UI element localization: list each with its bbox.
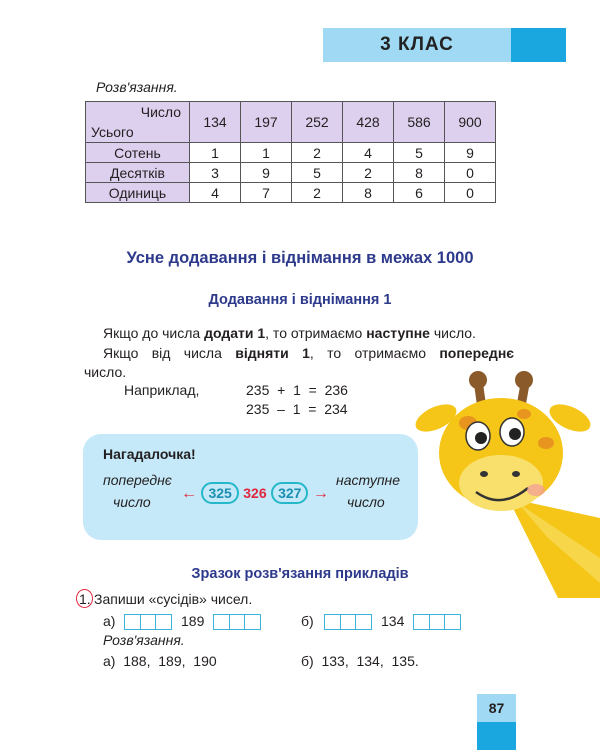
row-label: Одиниць xyxy=(86,183,190,203)
answer-boxes-b-right[interactable] xyxy=(413,614,461,630)
example-line-2: 235 – 1 = 234 xyxy=(246,401,348,417)
task-a-label: а) xyxy=(103,613,116,629)
answer-boxes-a-right[interactable] xyxy=(213,614,261,630)
table-cell: 4 xyxy=(343,143,394,163)
page-number-accent xyxy=(477,722,516,750)
table-header-cell: 900 xyxy=(445,102,496,143)
example-line-1: 235 + 1 = 236 xyxy=(246,382,348,398)
solution-label: Розв'язання. xyxy=(96,79,178,95)
table-header-cell: 197 xyxy=(241,102,292,143)
example-label: Наприклад, xyxy=(124,382,200,398)
current-number: 326 xyxy=(243,485,267,501)
table-cell: 2 xyxy=(292,183,343,203)
table-cell: 1 xyxy=(190,143,241,163)
table-row xyxy=(86,163,496,183)
table-cell: 8 xyxy=(394,163,445,183)
answer-boxes-a-left[interactable] xyxy=(124,614,172,630)
arrow-left-icon: ← xyxy=(181,485,197,502)
table-cell: 0 xyxy=(445,163,496,183)
rule-subtract: Якщо від числа відняти 1, то отримаємо попереднє xyxy=(103,345,515,361)
page-number: 87 xyxy=(488,700,505,716)
table-cell: 7 xyxy=(241,183,292,203)
table-row xyxy=(86,143,496,163)
table-cell: 9 xyxy=(241,163,292,183)
next-number: 327 xyxy=(271,482,308,504)
table-cell: 5 xyxy=(292,163,343,183)
giraffe-illustration xyxy=(398,368,600,598)
section-title: Усне додавання і віднімання в межах 1000 xyxy=(126,249,474,267)
corner-bottom: Усього xyxy=(91,124,134,140)
rule-subtract-end: число. xyxy=(84,364,127,380)
table-cell: 9 xyxy=(445,143,496,163)
next-label-2: число xyxy=(347,494,385,510)
task-b-answer: б) 133, 134, 135. xyxy=(301,653,419,669)
number-line xyxy=(181,482,329,504)
table-cell: 6 xyxy=(394,183,445,203)
task-number: 1. xyxy=(79,591,91,607)
task-b-number: 134 xyxy=(381,613,405,629)
corner-top: Число xyxy=(140,104,181,120)
table-row xyxy=(86,183,496,203)
row-label: Сотень xyxy=(86,143,190,163)
task-solution-label: Розв'язання. xyxy=(103,632,185,648)
table-cell: 5 xyxy=(394,143,445,163)
place-value-table xyxy=(85,101,496,203)
table-header-cell: 134 xyxy=(190,102,241,143)
next-label-1: наступне xyxy=(336,472,401,488)
prev-number: 325 xyxy=(201,482,238,504)
task-text: Запиши «сусідів» чисел. xyxy=(94,591,253,607)
table-cell: 0 xyxy=(445,183,496,203)
table-cell: 3 xyxy=(190,163,241,183)
rule-add: Якщо до числа додати 1, то отримаємо наступне число. xyxy=(103,325,476,341)
task-a-answer: а) 188, 189, 190 xyxy=(103,653,217,669)
row-label: Десятків xyxy=(86,163,190,183)
grade-title: 3 КЛАС xyxy=(380,34,454,55)
table-cell: 8 xyxy=(343,183,394,203)
answer-boxes-b-left[interactable] xyxy=(324,614,372,630)
subsection-title: Додавання і віднімання 1 xyxy=(208,292,392,308)
arrow-right-icon: → xyxy=(312,485,329,502)
header-accent xyxy=(511,28,566,62)
table-cell: 2 xyxy=(292,143,343,163)
table-cell: 1 xyxy=(241,143,292,163)
table-header-cell: 428 xyxy=(343,102,394,143)
prev-label-2: число xyxy=(113,494,151,510)
task-b-label: б) xyxy=(301,613,314,629)
task-a-number: 189 xyxy=(181,613,205,629)
table-cell: 4 xyxy=(190,183,241,203)
sample-title: Зразок розв'язання прикладів xyxy=(191,566,409,582)
table-cell: 2 xyxy=(343,163,394,183)
prev-label-1: попереднє xyxy=(103,472,172,488)
table-header-cell: 586 xyxy=(394,102,445,143)
table-header-cell: 252 xyxy=(292,102,343,143)
reminder-title: Нагадалочка! xyxy=(103,446,196,462)
table-corner xyxy=(86,102,190,143)
